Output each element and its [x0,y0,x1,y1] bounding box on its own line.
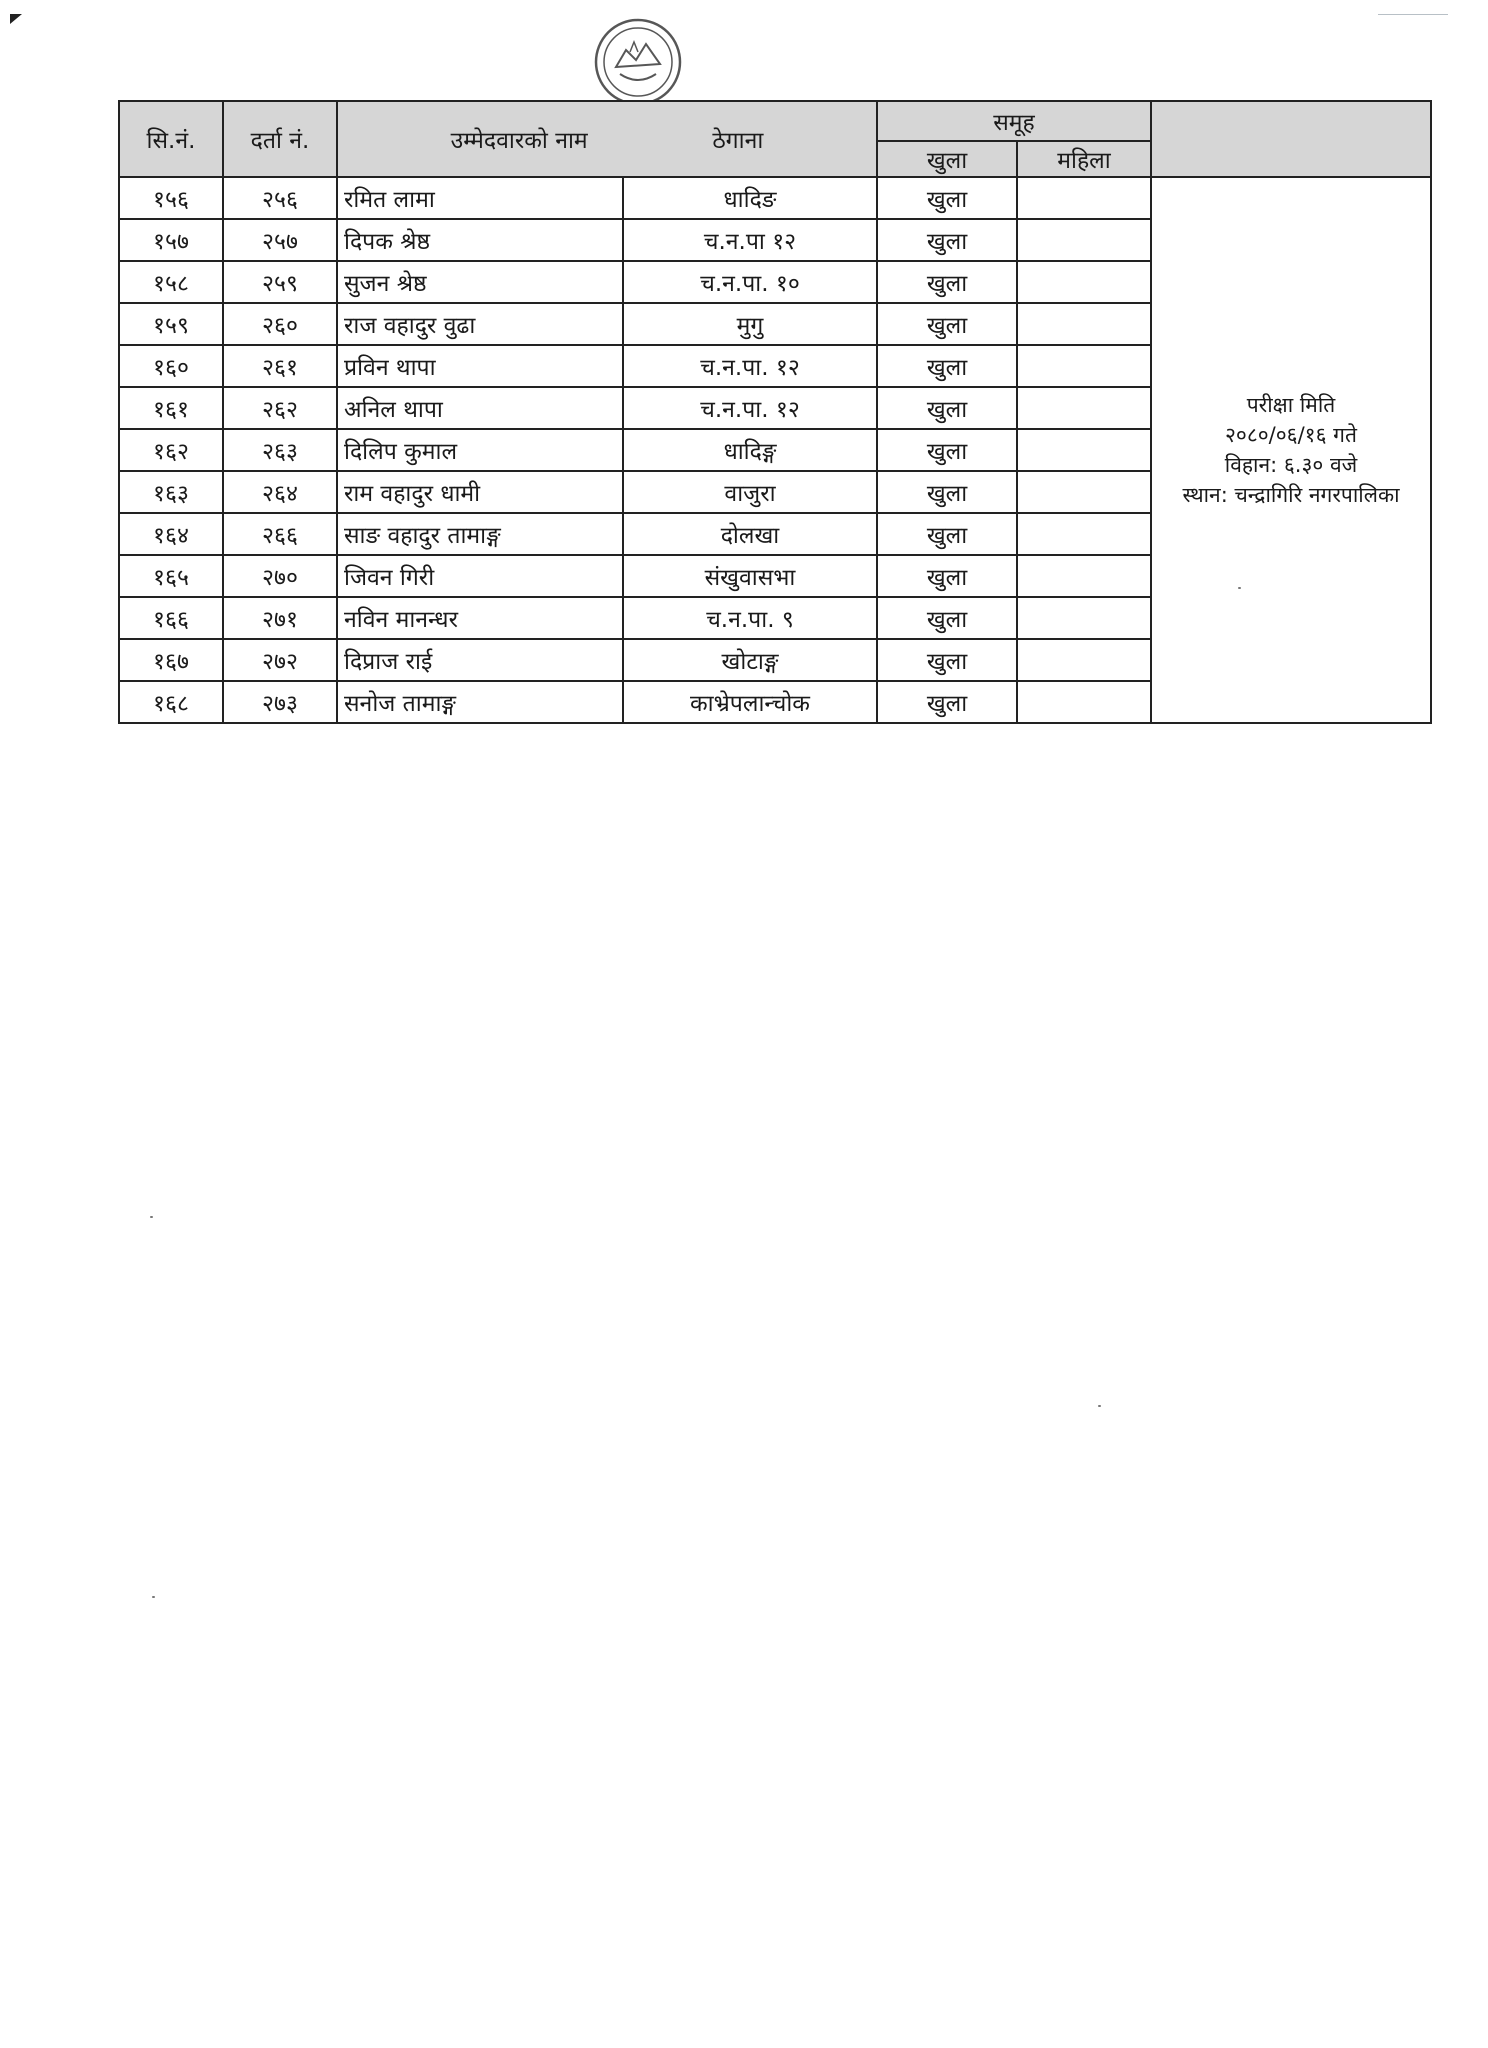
cell-candidate-name: दिपक श्रेष्ठ [337,219,623,261]
cell-group-female [1017,177,1151,219]
cell-candidate-name: सनोज तामाङ्ग [337,681,623,723]
cell-group-female [1017,471,1151,513]
cell-registration-no: २६२ [223,387,337,429]
cell-registration-no: २६१ [223,345,337,387]
cell-address: च.न.पा. १२ [623,345,877,387]
cell-registration-no: २५९ [223,261,337,303]
scan-edge-line [1378,14,1448,15]
scan-corner-mark [10,14,22,24]
cell-registration-no: २६६ [223,513,337,555]
header-group-female: महिला [1017,141,1151,177]
cell-group-female [1017,219,1151,261]
header-name-address [337,101,877,177]
cell-serial-no: १६८ [119,681,223,723]
cell-candidate-name: साङ वहादुर तामाङ्ग [337,513,623,555]
candidate-rows [119,177,1431,723]
header-group-open: खुला [877,141,1017,177]
cell-group-female [1017,597,1151,639]
cell-serial-no: १६६ [119,597,223,639]
cell-group-open: खुला [877,177,1017,219]
cell-serial-no: १६७ [119,639,223,681]
cell-group-open: खुला [877,597,1017,639]
cell-address: मुगु [623,303,877,345]
cell-serial-no: १६२ [119,429,223,471]
cell-registration-no: २५६ [223,177,337,219]
cell-group-open: खुला [877,639,1017,681]
header-address: ठेगाना [712,128,764,154]
exam-note-line3: विहान: ६.३० वजे [1224,453,1358,477]
cell-group-female [1017,429,1151,471]
cell-candidate-name: प्रविन थापा [337,345,623,387]
header-registration-no: दर्ता नं. [223,101,337,177]
cell-address: खोटाङ्ग [623,639,877,681]
exam-note-line2: २०८०/०६/१६ गते [1225,423,1357,447]
cell-group-open: खुला [877,219,1017,261]
cell-address: वाजुरा [623,471,877,513]
cell-address: च.न.पा. १० [623,261,877,303]
cell-candidate-name: सुजन श्रेष्ठ [337,261,623,303]
cell-group-open: खुला [877,555,1017,597]
scan-speck [1238,587,1241,589]
cell-group-female [1017,345,1151,387]
exam-schedule-note [1151,177,1431,723]
cell-registration-no: २६३ [223,429,337,471]
header-group: समूह [877,101,1151,141]
cell-address: धादिङ [623,177,877,219]
cell-address: काभ्रेपलान्चोक [623,681,877,723]
header-candidate-name: उम्मेदवारको नाम [450,128,588,154]
cell-address: च.न.पा १२ [623,219,877,261]
cell-address: च.न.पा. १२ [623,387,877,429]
cell-group-open: खुला [877,513,1017,555]
header-remarks [1151,101,1431,177]
cell-serial-no: १६४ [119,513,223,555]
cell-group-open: खुला [877,261,1017,303]
cell-candidate-name: रमित लामा [337,177,623,219]
cell-registration-no: २७१ [223,597,337,639]
cell-candidate-name: दिप्राज राई [337,639,623,681]
cell-address: धादिङ्ग [623,429,877,471]
cell-group-open: खुला [877,681,1017,723]
cell-candidate-name: जिवन गिरी [337,555,623,597]
cell-candidate-name: अनिल थापा [337,387,623,429]
cell-registration-no: २६४ [223,471,337,513]
scan-speck [150,1216,153,1218]
cell-registration-no: २७३ [223,681,337,723]
cell-candidate-name: राम वहादुर धामी [337,471,623,513]
cell-group-open: खुला [877,429,1017,471]
cell-candidate-name: नविन मानन्धर [337,597,623,639]
cell-group-female [1017,555,1151,597]
cell-serial-no: १५८ [119,261,223,303]
cell-serial-no: १६५ [119,555,223,597]
cell-serial-no: १५६ [119,177,223,219]
cell-address: दोलखा [623,513,877,555]
cell-registration-no: २६० [223,303,337,345]
cell-registration-no: २५७ [223,219,337,261]
cell-candidate-name: राज वहादुर वुढा [337,303,623,345]
header-serial-no: सि.नं. [119,101,223,177]
scan-speck [152,1596,155,1598]
cell-serial-no: १६१ [119,387,223,429]
cell-group-open: खुला [877,471,1017,513]
scan-speck [1098,1405,1101,1407]
cell-serial-no: १५९ [119,303,223,345]
table-row [119,177,1431,219]
exam-note-line1: परीक्षा मिति [1246,393,1336,417]
cell-group-female [1017,261,1151,303]
cell-serial-no: १६३ [119,471,223,513]
exam-note-line4: स्थान: चन्द्रागिरि नगरपालिका [1182,483,1400,507]
cell-group-female [1017,681,1151,723]
cell-group-female [1017,387,1151,429]
cell-registration-no: २७२ [223,639,337,681]
cell-registration-no: २७० [223,555,337,597]
cell-group-female [1017,639,1151,681]
cell-serial-no: १६० [119,345,223,387]
candidate-table [118,100,1432,724]
cell-group-open: खुला [877,303,1017,345]
cell-serial-no: १५७ [119,219,223,261]
cell-group-female [1017,303,1151,345]
cell-address: च.न.पा. ९ [623,597,877,639]
cell-address: संखुवासभा [623,555,877,597]
cell-group-female [1017,513,1151,555]
cell-group-open: खुला [877,387,1017,429]
cell-group-open: खुला [877,345,1017,387]
cell-candidate-name: दिलिप कुमाल [337,429,623,471]
